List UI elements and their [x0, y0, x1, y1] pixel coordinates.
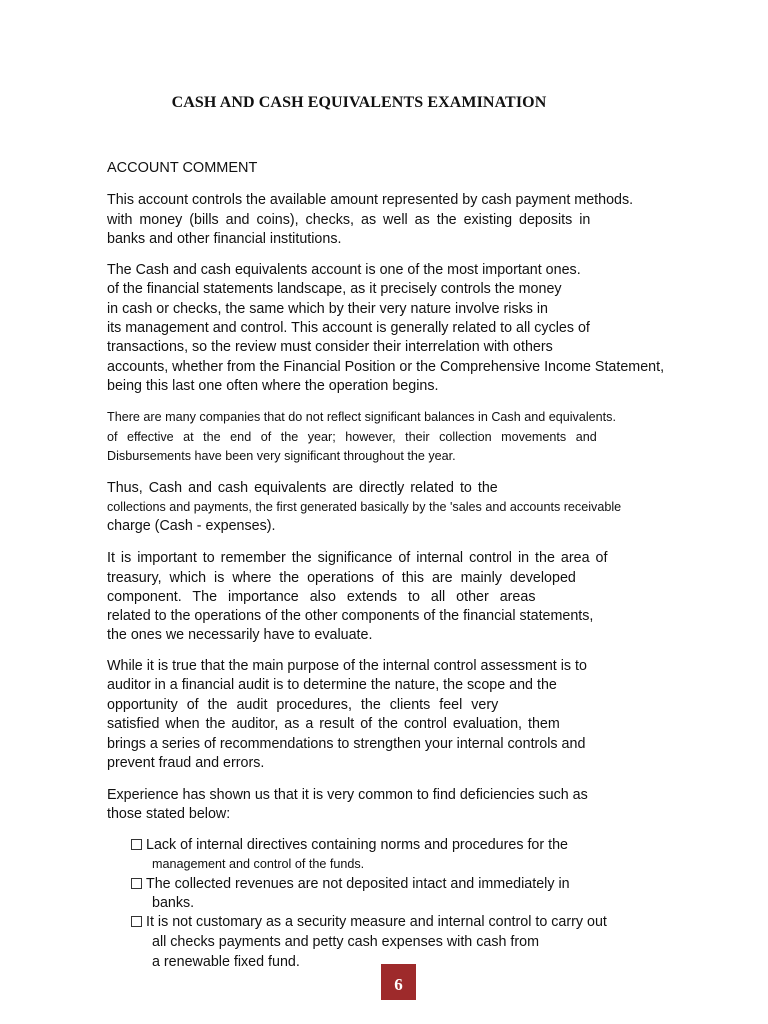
- paragraph-5-line-1: It is important to remember the significance of internal control in the area of: [107, 550, 608, 566]
- paragraph-2-line-2: of the financial statements landscape, as it precisely controls the money: [107, 281, 562, 297]
- paragraph-2-line-3: in cash or checks, the same which by their very nature involve risks in: [107, 301, 549, 317]
- paragraph-6-line-5: brings a series of recommendations to strengthen your internal controls and: [107, 736, 586, 752]
- paragraph-4-line-2: collections and payments, the first generated basically by the 'sales and accounts receivable: [107, 500, 622, 514]
- bullet-item-3: [131, 914, 607, 930]
- paragraph-7-line-1: Experience has shown us that it is very common to find deficiencies such as: [107, 787, 588, 803]
- paragraph-5-line-3: component. The importance also extends to all other areas: [107, 589, 536, 605]
- bullet-item-3-continuation-1: all checks payments and petty cash expenses with cash from: [152, 934, 540, 950]
- bullet-item-2-continuation: banks.: [152, 895, 195, 911]
- checkbox-square-icon: [131, 916, 142, 927]
- paragraph-2-line-4: its management and control. This account is generally related to all cycles of: [107, 320, 590, 336]
- paragraph-1-line-2: with money (bills and coins), checks, as well as the existing deposits in: [107, 212, 591, 228]
- paragraph-5-line-4: related to the operations of the other components of the financial statements,: [107, 608, 594, 624]
- paragraph-6-line-4: satisfied when the auditor, as a result of the control evaluation, them: [107, 716, 560, 732]
- paragraph-1-line-3: banks and other financial institutions.: [107, 231, 342, 247]
- paragraph-5-line-5: the ones we necessarily have to evaluate.: [107, 627, 373, 643]
- bullet-item-2-text: The collected revenues are not deposited intact and immediately in: [146, 876, 570, 892]
- paragraph-2-line-6: accounts, whether from the Financial Position or the Comprehensive Income Statement,: [107, 359, 665, 375]
- paragraph-2-line-5: transactions, so the review must consider their interrelation with others: [107, 339, 553, 355]
- paragraph-5-line-2: treasury, which is where the operations of this are mainly developed: [107, 570, 576, 586]
- bullet-item-1-text: Lack of internal directives containing norms and procedures for the: [146, 837, 568, 853]
- paragraph-4-line-1: Thus, Cash and cash equivalents are directly related to the: [107, 480, 498, 496]
- paragraph-3-line-1: There are many companies that do not reflect significant balances in Cash and equivalents.: [107, 410, 616, 424]
- paragraph-6-line-3: opportunity of the audit procedures, the clients feel very: [107, 697, 499, 713]
- section-heading: ACCOUNT COMMENT: [107, 160, 258, 176]
- paragraph-7-line-2: those stated below:: [107, 806, 231, 822]
- paragraph-2-line-7: being this last one often where the operation begins.: [107, 378, 439, 394]
- page-title: CASH AND CASH EQUIVALENTS EXAMINATION: [171, 94, 547, 111]
- paragraph-4-line-3: charge (Cash - expenses).: [107, 518, 276, 534]
- paragraph-2-line-1: The Cash and cash equivalents account is one of the most important ones.: [107, 262, 581, 278]
- paragraph-3-line-2: of effective at the end of the year; however, their collection movements and: [107, 430, 597, 444]
- checkbox-square-icon: [131, 839, 142, 850]
- paragraph-6-line-2: auditor in a financial audit is to determine the nature, the scope and the: [107, 677, 557, 693]
- paragraph-6-line-6: prevent fraud and errors.: [107, 755, 265, 771]
- page-number-badge: 6: [381, 964, 416, 1000]
- paragraph-3-line-3: Disbursements have been very significant throughout the year.: [107, 449, 456, 463]
- paragraph-1-line-1: This account controls the available amount represented by cash payment methods.: [107, 192, 634, 208]
- checkbox-square-icon: [131, 878, 142, 889]
- bullet-item-1-continuation: management and control of the funds.: [152, 857, 365, 871]
- paragraph-6-line-1: While it is true that the main purpose of the internal control assessment is to: [107, 658, 587, 674]
- bullet-item-3-text: It is not customary as a security measure and internal control to carry out: [146, 914, 607, 930]
- bullet-item-3-continuation-2: a renewable fixed fund.: [152, 954, 300, 970]
- bullet-item-2: [131, 876, 570, 892]
- bullet-item-1: [131, 837, 568, 853]
